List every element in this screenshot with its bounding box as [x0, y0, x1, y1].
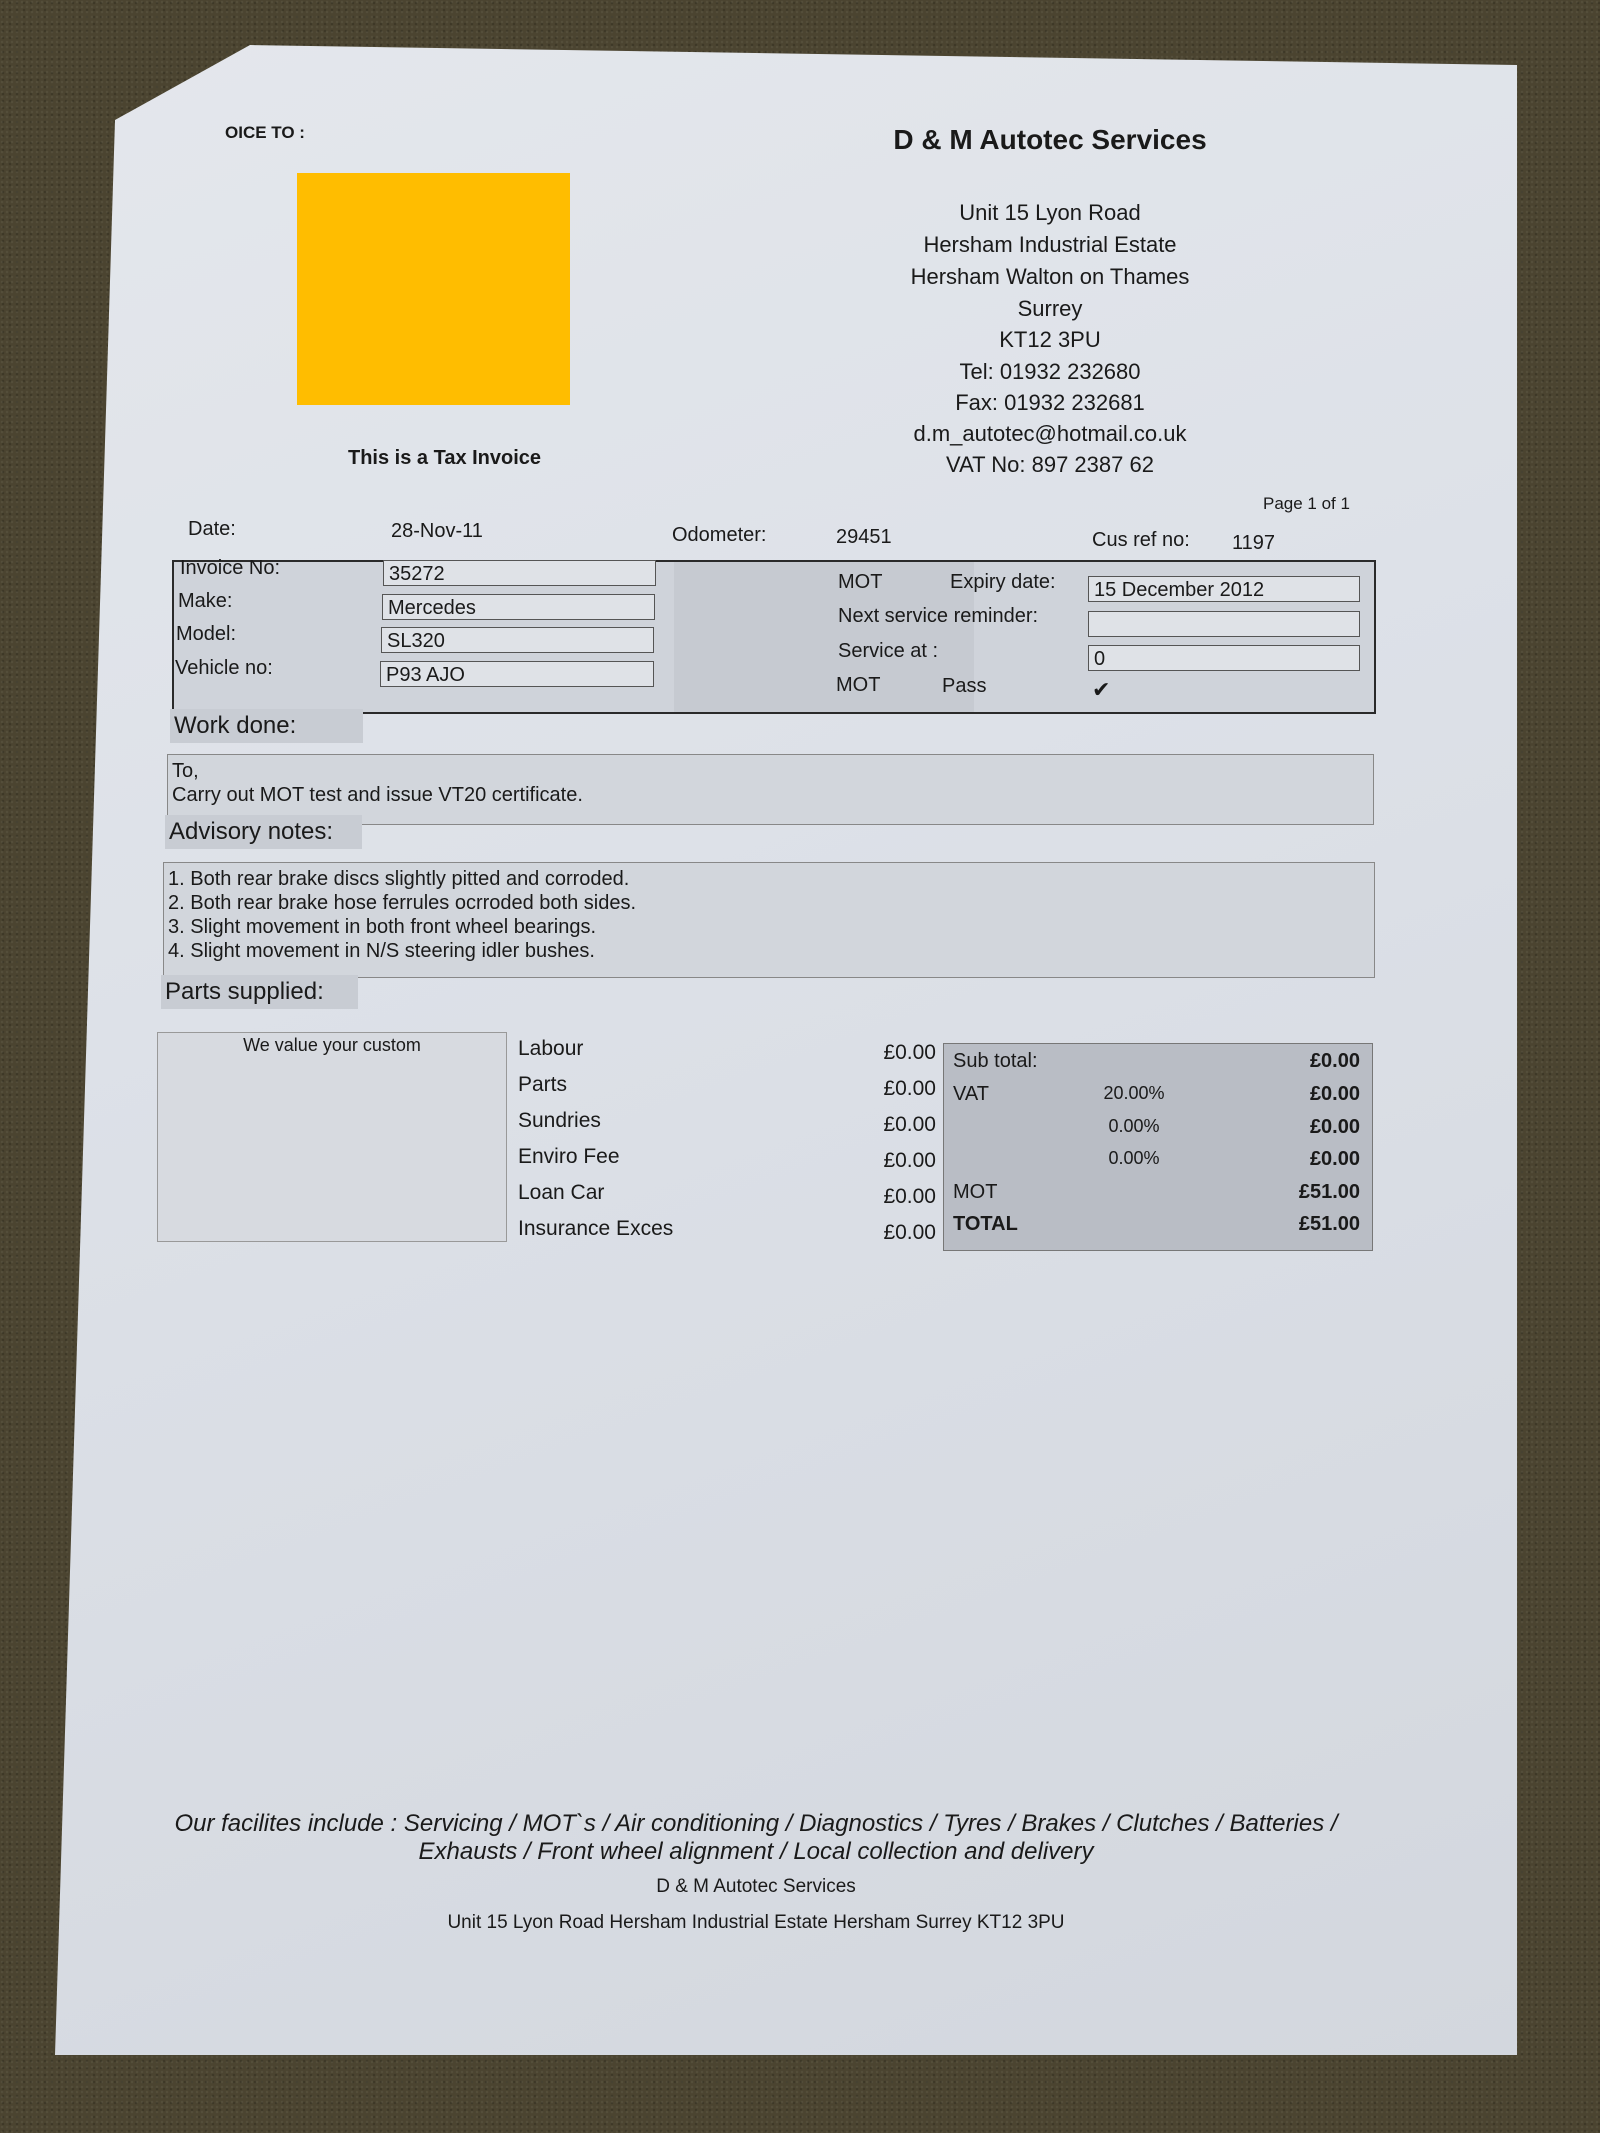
address-line: Unit 15 Lyon Road	[959, 200, 1141, 225]
mot-charge-label: MOT	[953, 1181, 998, 1203]
vat-value: £0.00	[1309, 1083, 1360, 1105]
rate-row	[944, 1148, 1372, 1180]
next-service-field	[1088, 611, 1360, 637]
info-box-divider-panel	[674, 562, 974, 712]
tax-invoice-label: This is a Tax Invoice	[348, 447, 542, 469]
subtotal-row	[944, 1050, 1372, 1082]
rate-two-value: £0.00	[1309, 1116, 1360, 1138]
address-line: KT12 3PU	[999, 327, 1101, 352]
rate-three-value: £0.00	[1309, 1148, 1360, 1170]
address-line: Surrey	[1017, 296, 1083, 321]
charge-value-parts: £0.00	[883, 1077, 936, 1100]
advisory-line: 4. Slight movement in N/S steering idler bushes.	[168, 940, 595, 962]
service-at-label: Service at :	[838, 640, 939, 662]
totals-box	[943, 1043, 1373, 1251]
advisory-line: 2. Both rear brake hose ferrules ocrroded both sides.	[168, 892, 637, 914]
charge-value-labour: £0.00	[883, 1041, 936, 1064]
charge-label-insurance-excess: Insurance Exces	[518, 1217, 674, 1240]
charge-value-loan-car: £0.00	[883, 1185, 936, 1208]
rate-three: 0.00%	[1108, 1148, 1160, 1168]
fax-line: Fax: 01932 232681	[955, 390, 1145, 415]
mot-charge-value: £51.00	[1298, 1181, 1360, 1203]
page-number: Page 1 of 1	[1263, 494, 1350, 513]
address-line: Hersham Walton on Thames	[910, 264, 1190, 289]
rate-two: 0.00%	[1108, 1116, 1160, 1136]
charge-value-enviro-fee: £0.00	[883, 1149, 936, 1172]
charge-label-enviro-fee: Enviro Fee	[518, 1145, 620, 1168]
advisory-line: 1. Both rear brake discs slightly pitted and corroded.	[168, 868, 630, 890]
vat-rate: 20.00%	[1103, 1083, 1165, 1103]
mot-label: MOT	[838, 571, 883, 593]
facilities-line-1: Our facilites include : Servicing / MOT`s / Air conditioning / Diagnostics / Tyres / Brakes / Clutches / Batteries /	[174, 1810, 1338, 1837]
total-label: TOTAL	[953, 1213, 1018, 1235]
rate-row	[944, 1116, 1372, 1148]
mot-charge-row	[944, 1181, 1372, 1213]
parts-supplied-label: Parts supplied:	[161, 975, 358, 1009]
customer-note-box	[157, 1032, 507, 1242]
expiry-date-label: Expiry date:	[950, 571, 1056, 593]
invoice-no-field: 35272	[383, 560, 656, 586]
charge-label-parts: Parts	[518, 1073, 568, 1096]
model-label: Model:	[176, 623, 237, 645]
pass-checkbox-tick: ✔	[1092, 677, 1111, 702]
service-at-field: 0	[1088, 645, 1360, 671]
date-label: Date:	[188, 518, 236, 540]
model-field: SL320	[381, 627, 654, 653]
expiry-date-field: 15 December 2012	[1088, 576, 1360, 602]
advisory-notes-label: Advisory notes:	[165, 815, 362, 849]
vehicle-no-label: Vehicle no:	[175, 657, 273, 679]
work-done-line: To,	[172, 760, 199, 782]
pass-label: Pass	[942, 675, 987, 697]
subtotal-label: Sub total:	[953, 1050, 1038, 1072]
odometer-value: 29451	[836, 526, 892, 548]
address-line: Hersham Industrial Estate	[923, 232, 1177, 257]
advisory-line: 3. Slight movement in both front wheel bearings.	[168, 916, 597, 938]
advisory-notes-box	[163, 862, 1375, 978]
vat-number-line: VAT No: 897 2387 62	[946, 452, 1154, 477]
mot-pass-label: MOT	[836, 674, 881, 696]
total-row	[944, 1213, 1372, 1245]
make-field: Mercedes	[382, 594, 655, 620]
invoice-to-label: OICE TO :	[225, 123, 305, 142]
next-service-label: Next service reminder:	[838, 605, 1039, 627]
make-label: Make:	[178, 590, 233, 612]
footer-address: Unit 15 Lyon Road Hersham Industrial Estate Hersham Surrey KT12 3PU	[447, 1912, 1065, 1933]
customer-note: We value your custom	[243, 1035, 421, 1055]
charge-value-sundries: £0.00	[883, 1113, 936, 1136]
date-value: 28-Nov-11	[391, 520, 483, 542]
invoice-no-label: Invoice No:	[180, 557, 281, 579]
cus-ref-value: 1197	[1232, 532, 1276, 554]
total-value: £51.00	[1298, 1213, 1360, 1235]
vat-row	[944, 1083, 1372, 1115]
charge-label-labour: Labour	[518, 1037, 584, 1060]
work-done-label: Work done:	[170, 709, 363, 743]
charge-value-insurance-excess: £0.00	[883, 1221, 936, 1244]
email-line: d.m_autotec@hotmail.co.uk	[913, 421, 1187, 446]
phone-line: Tel: 01932 232680	[959, 359, 1141, 384]
charge-label-sundries: Sundries	[518, 1109, 601, 1132]
charge-label-loan-car: Loan Car	[518, 1181, 605, 1204]
work-done-line: Carry out MOT test and issue VT20 certificate.	[172, 784, 583, 806]
shop-name: D & M Autotec Services	[893, 124, 1207, 155]
redacted-address-block	[297, 173, 570, 405]
cus-ref-label: Cus ref no:	[1092, 529, 1190, 551]
facilities-line-2: Exhausts / Front wheel alignment / Local collection and delivery	[418, 1838, 1094, 1865]
vat-label: VAT	[953, 1083, 989, 1105]
subtotal-value: £0.00	[1309, 1050, 1360, 1072]
vehicle-no-field: P93 AJO	[380, 661, 654, 687]
footer-company-name: D & M Autotec Services	[656, 1876, 856, 1897]
odometer-label: Odometer:	[672, 524, 767, 546]
